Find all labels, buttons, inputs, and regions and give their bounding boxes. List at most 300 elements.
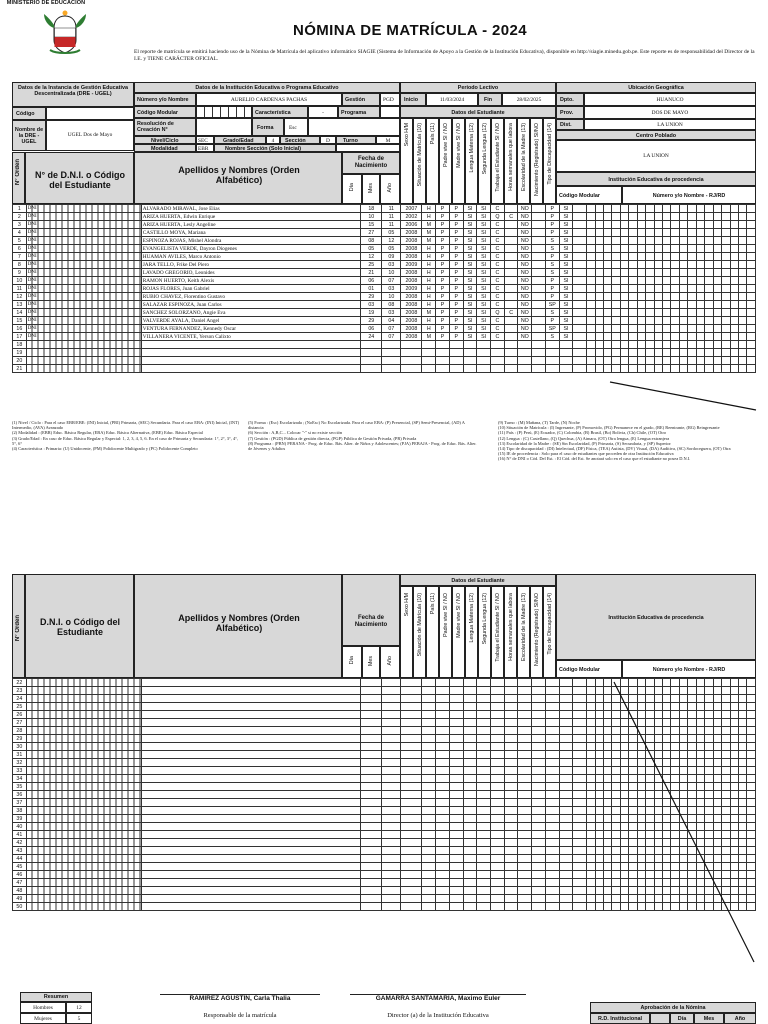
student-em bbox=[545, 365, 559, 373]
student-hr bbox=[532, 839, 546, 847]
student-sex bbox=[422, 815, 436, 823]
student-sl bbox=[504, 735, 518, 743]
institution-header-box bbox=[134, 82, 400, 93]
birth-d bbox=[361, 887, 382, 895]
student-sit bbox=[436, 807, 450, 815]
birth-d bbox=[361, 791, 382, 799]
row-number: 22 bbox=[13, 679, 27, 687]
instance-header-box bbox=[12, 82, 134, 107]
column-header-label: País (11) bbox=[430, 593, 436, 615]
student-sex bbox=[422, 357, 436, 365]
procedencia-cell bbox=[747, 301, 756, 309]
fecha-header-label-p2: Fecha de Nacimiento bbox=[354, 615, 388, 628]
student-hr bbox=[532, 703, 546, 711]
student-disc bbox=[573, 855, 587, 863]
procedencia-cell bbox=[587, 695, 595, 703]
procedencia-cell bbox=[696, 325, 704, 333]
procedencia-cell bbox=[747, 357, 756, 365]
procedencia-cell bbox=[705, 357, 713, 365]
seccion-label: Sección bbox=[285, 138, 306, 144]
student-disc bbox=[573, 815, 587, 823]
student-sl bbox=[504, 719, 518, 727]
procedencia-cell bbox=[587, 293, 595, 301]
student-sit bbox=[436, 847, 450, 855]
student-mv bbox=[477, 695, 491, 703]
procedencia-cell bbox=[705, 237, 713, 245]
procedencia-cell bbox=[738, 245, 746, 253]
student-tr bbox=[518, 799, 532, 807]
procedencia-cell bbox=[587, 269, 595, 277]
procedencia-cell bbox=[646, 349, 654, 357]
procedencia-cell bbox=[713, 325, 721, 333]
birth-d: 10 bbox=[361, 213, 382, 221]
procedencia-cell bbox=[637, 229, 645, 237]
procedencia-cell bbox=[587, 325, 595, 333]
student-disc bbox=[573, 341, 587, 349]
aprobacion-dia-label: Día bbox=[677, 1016, 687, 1022]
birth-d bbox=[361, 839, 382, 847]
birth-d bbox=[361, 719, 382, 727]
student-sl bbox=[504, 269, 518, 277]
student-pais: P bbox=[449, 213, 463, 221]
procedencia-cell bbox=[587, 727, 595, 735]
student-reg: SI bbox=[559, 293, 573, 301]
signature-right-role: Director (a) de la Institución Educativa bbox=[387, 1012, 489, 1019]
procedencia-cell bbox=[587, 815, 595, 823]
procedencia-cell bbox=[646, 221, 654, 229]
orden-header bbox=[12, 152, 25, 204]
mes-header-p2 bbox=[362, 646, 380, 678]
resolucion-label: Resolución de Creación N° bbox=[137, 121, 174, 133]
birth-d bbox=[361, 871, 382, 879]
procedencia-cell bbox=[603, 317, 611, 325]
student-sit bbox=[436, 711, 450, 719]
student-disc bbox=[573, 823, 587, 831]
procedencia-cell bbox=[587, 333, 595, 341]
row-number: 33 bbox=[13, 767, 27, 775]
student-disc bbox=[573, 261, 587, 269]
student-reg bbox=[559, 887, 573, 895]
student-hr bbox=[532, 847, 546, 855]
birth-y bbox=[401, 727, 422, 735]
procedencia-cell bbox=[603, 245, 611, 253]
student-disc bbox=[573, 783, 587, 791]
birth-m: 11 bbox=[382, 205, 401, 213]
procedencia-cell bbox=[696, 341, 704, 349]
student-tr: NO bbox=[518, 253, 532, 261]
procedencia-cell bbox=[620, 301, 628, 309]
procedencia-cell bbox=[595, 333, 603, 341]
resumen-mujeres-label-box bbox=[20, 1013, 66, 1024]
anio-header-p2 bbox=[380, 646, 400, 678]
procedencia-cell bbox=[595, 783, 603, 791]
row-number: 23 bbox=[13, 687, 27, 695]
procedencia-cell bbox=[629, 341, 637, 349]
column-header-4 bbox=[439, 586, 452, 678]
procedencia-cell bbox=[587, 301, 595, 309]
nivel-label-box bbox=[134, 136, 196, 144]
centro-field bbox=[556, 140, 756, 172]
procedencia-cell bbox=[612, 317, 620, 325]
student-name bbox=[141, 751, 361, 759]
birth-y bbox=[401, 735, 422, 743]
procedencia-cell bbox=[671, 205, 679, 213]
student-pv: SI bbox=[463, 333, 477, 341]
birth-d bbox=[361, 847, 382, 855]
procedencia-cell bbox=[688, 357, 696, 365]
student-sl bbox=[504, 895, 518, 903]
ministry-logo bbox=[36, 6, 94, 58]
procedencia-cell bbox=[595, 815, 603, 823]
student-sl bbox=[504, 245, 518, 253]
centro-label: Centro Poblado bbox=[635, 133, 677, 139]
student-reg: SI bbox=[559, 301, 573, 309]
birth-d bbox=[361, 357, 382, 365]
resolucion-field bbox=[196, 118, 252, 136]
student-sl bbox=[504, 703, 518, 711]
column-header-2 bbox=[413, 586, 426, 678]
procedencia-cell bbox=[722, 365, 730, 373]
procedencia-cell bbox=[612, 269, 620, 277]
note: (1) Nivel / Ciclo : Para el caso EBR/EBE: (INI) Inicial, (PRI) Primaria, (SEC) Secundaria. Para el caso EBA: (INI) Inicial, (INT) Intermedio, (AVA) Avanzado bbox=[12, 420, 240, 431]
student-name bbox=[141, 903, 361, 911]
dni-cell bbox=[26, 791, 141, 799]
student-mv bbox=[477, 879, 491, 887]
procedencia-cell bbox=[663, 261, 671, 269]
note: (14) Tipo de discapacidad : (DI) Intelectual, (DF) Física, (TEA) Autista, (DV) Visual, (DA) Auditiva, (SC) Sordoceguera, (OT) Otra bbox=[498, 446, 731, 452]
student-em: P bbox=[545, 253, 559, 261]
student-pv: SI bbox=[463, 309, 477, 317]
student-tr: NO bbox=[518, 293, 532, 301]
birth-y bbox=[401, 871, 422, 879]
procedencia-cell bbox=[620, 261, 628, 269]
student-reg bbox=[559, 895, 573, 903]
student-hr bbox=[532, 879, 546, 887]
row-number: 41 bbox=[13, 831, 27, 839]
procedencia-cell bbox=[738, 269, 746, 277]
procedencia-cell bbox=[587, 261, 595, 269]
birth-m bbox=[382, 695, 401, 703]
student-hr bbox=[532, 277, 546, 285]
student-hr bbox=[532, 815, 546, 823]
student-sl bbox=[504, 815, 518, 823]
dni-cell: DNI bbox=[26, 293, 141, 301]
student-reg bbox=[559, 679, 573, 687]
birth-y: 2007 bbox=[401, 205, 422, 213]
procedencia-cell bbox=[671, 229, 679, 237]
procedencia-cell bbox=[679, 261, 687, 269]
student-sl bbox=[504, 783, 518, 791]
student-em bbox=[545, 799, 559, 807]
turno-field bbox=[376, 136, 400, 144]
procedencia-cell bbox=[722, 357, 730, 365]
birth-y bbox=[401, 711, 422, 719]
student-em: P bbox=[545, 205, 559, 213]
row-number: 37 bbox=[13, 799, 27, 807]
procedencia-cell bbox=[663, 205, 671, 213]
student-reg: SI bbox=[559, 253, 573, 261]
student-hr bbox=[532, 341, 546, 349]
procedencia-cell bbox=[603, 333, 611, 341]
student-disc bbox=[573, 871, 587, 879]
student-reg bbox=[559, 823, 573, 831]
student-name: SANCHEZ SOLORZANO, Angie Eva bbox=[141, 309, 361, 317]
student-pv bbox=[463, 839, 477, 847]
dni-cell bbox=[26, 847, 141, 855]
fecha-header bbox=[342, 152, 400, 174]
student-name bbox=[141, 759, 361, 767]
student-pais: P bbox=[449, 261, 463, 269]
student-pv: SI bbox=[463, 293, 477, 301]
student-sl bbox=[504, 285, 518, 293]
birth-y bbox=[401, 807, 422, 815]
student-sl bbox=[504, 229, 518, 237]
student-mv bbox=[477, 687, 491, 695]
student-pv bbox=[463, 799, 477, 807]
birth-y bbox=[401, 895, 422, 903]
procedencia-cell bbox=[654, 261, 662, 269]
student-mv bbox=[477, 855, 491, 863]
dni-cell bbox=[26, 767, 141, 775]
student-mv: SI bbox=[477, 269, 491, 277]
birth-d: 06 bbox=[361, 277, 382, 285]
procedencia-cell bbox=[705, 213, 713, 221]
student-pv: SI bbox=[463, 317, 477, 325]
procedencia-cell bbox=[705, 293, 713, 301]
student-pais bbox=[449, 735, 463, 743]
student-pais bbox=[449, 751, 463, 759]
student-reg bbox=[559, 743, 573, 751]
procedencia-cell bbox=[688, 317, 696, 325]
procedencia-cell bbox=[730, 229, 738, 237]
student-pais: P bbox=[449, 221, 463, 229]
student-sex: H bbox=[422, 317, 436, 325]
procedencia-cell bbox=[654, 245, 662, 253]
procedencia-cell bbox=[587, 237, 595, 245]
row-number: 34 bbox=[13, 775, 27, 783]
birth-m bbox=[382, 815, 401, 823]
student-reg: SI bbox=[559, 309, 573, 317]
procedencia-cell bbox=[713, 357, 721, 365]
birth-m: 08 bbox=[382, 301, 401, 309]
note: (5) Forma : (Esc) Escolarizada ; (NoEsc) No Escolarizada. Para el caso EBA: (P) Presencial, (SP) Semi-Presencial, (AD) A distancia bbox=[248, 420, 465, 431]
procedencia-cell bbox=[679, 245, 687, 253]
student-mv bbox=[477, 767, 491, 775]
student-pv bbox=[463, 879, 477, 887]
procedencia-cell bbox=[612, 277, 620, 285]
procedencia-cell bbox=[730, 365, 738, 373]
student-hr bbox=[532, 855, 546, 863]
aprobacion-blank-box bbox=[650, 1013, 670, 1024]
student-sex: H bbox=[422, 269, 436, 277]
student-pais bbox=[449, 815, 463, 823]
student-pais bbox=[449, 349, 463, 357]
row-number: 26 bbox=[13, 711, 27, 719]
birth-y: 2008 bbox=[401, 245, 422, 253]
dni-cell: DNI bbox=[26, 277, 141, 285]
student-hr bbox=[532, 743, 546, 751]
column-header-label: Madre vive SI / NO bbox=[456, 123, 462, 168]
student-sl bbox=[504, 839, 518, 847]
procedencia-cell bbox=[696, 205, 704, 213]
student-tr: NO bbox=[518, 261, 532, 269]
birth-y bbox=[401, 703, 422, 711]
procedencia-cell bbox=[612, 365, 620, 373]
student-pais bbox=[449, 855, 463, 863]
student-disc bbox=[573, 253, 587, 261]
procedencia-cell bbox=[637, 253, 645, 261]
student-mv bbox=[477, 887, 491, 895]
centro-value: LA UNION bbox=[643, 153, 669, 159]
student-sit: P bbox=[436, 229, 450, 237]
student-reg bbox=[559, 727, 573, 735]
student-pv bbox=[463, 357, 477, 365]
student-disc bbox=[573, 863, 587, 871]
procedencia-cell bbox=[637, 341, 645, 349]
procedencia-cell bbox=[730, 269, 738, 277]
student-pv bbox=[463, 687, 477, 695]
procedencia-cell bbox=[620, 221, 628, 229]
birth-d bbox=[361, 711, 382, 719]
procedencia-cell bbox=[654, 341, 662, 349]
student-reg bbox=[559, 751, 573, 759]
procedencia-cell bbox=[705, 229, 713, 237]
birth-y: 2009 bbox=[401, 261, 422, 269]
procedencia-cell bbox=[738, 205, 746, 213]
student-name bbox=[141, 807, 361, 815]
procedencia-cell bbox=[705, 277, 713, 285]
student-tr bbox=[518, 871, 532, 879]
procedencia-cell bbox=[595, 245, 603, 253]
student-sit bbox=[436, 743, 450, 751]
student-lm: C bbox=[491, 269, 505, 277]
student-name bbox=[141, 871, 361, 879]
procedencia-cell bbox=[587, 871, 595, 879]
procedencia-cell bbox=[663, 293, 671, 301]
student-mv bbox=[477, 703, 491, 711]
student-pv: SI bbox=[463, 301, 477, 309]
student-sex: H bbox=[422, 253, 436, 261]
procedencia-cell bbox=[738, 285, 746, 293]
procedencia-cell bbox=[587, 245, 595, 253]
birth-m: 03 bbox=[382, 309, 401, 317]
procedencia-cell bbox=[705, 269, 713, 277]
student-em: P bbox=[545, 285, 559, 293]
student-name bbox=[141, 357, 361, 365]
dni-cell: DNI bbox=[26, 301, 141, 309]
student-sex bbox=[422, 799, 436, 807]
student-sex: M bbox=[422, 229, 436, 237]
student-pais bbox=[449, 719, 463, 727]
resumen-hombres-label: Hombres bbox=[33, 1005, 53, 1011]
dni-cell bbox=[26, 341, 141, 349]
procedencia-cell bbox=[587, 807, 595, 815]
birth-y bbox=[401, 349, 422, 357]
student-sit: P bbox=[436, 309, 450, 317]
student-hr bbox=[532, 719, 546, 727]
student-sit: P bbox=[436, 325, 450, 333]
birth-m bbox=[382, 703, 401, 711]
procedencia-cell bbox=[629, 365, 637, 373]
procedencia-cell bbox=[730, 213, 738, 221]
dist-field bbox=[584, 119, 756, 130]
student-pais bbox=[449, 831, 463, 839]
procedencia-cell bbox=[612, 229, 620, 237]
student-sex: H bbox=[422, 205, 436, 213]
procedencia-cell bbox=[713, 317, 721, 325]
procedencia-cell bbox=[663, 317, 671, 325]
procedencia-cell bbox=[646, 269, 654, 277]
birth-m bbox=[382, 887, 401, 895]
row-number: 30 bbox=[13, 743, 27, 751]
procedencia-cell bbox=[595, 687, 603, 695]
student-em bbox=[545, 847, 559, 855]
procedencia-cell bbox=[646, 293, 654, 301]
procedencia-cell bbox=[587, 775, 595, 783]
row-number: 46 bbox=[13, 871, 27, 879]
procedencia-cell bbox=[679, 333, 687, 341]
row-number: 32 bbox=[13, 759, 27, 767]
procedencia-cell bbox=[620, 309, 628, 317]
student-lm: C bbox=[491, 325, 505, 333]
procedencia-cell bbox=[688, 285, 696, 293]
student-pv: SI bbox=[463, 221, 477, 229]
procedencia-cell bbox=[629, 285, 637, 293]
table-row bbox=[13, 293, 756, 301]
procedencia-cell bbox=[671, 245, 679, 253]
table-row bbox=[13, 269, 756, 277]
student-disc bbox=[573, 277, 587, 285]
student-reg: SI bbox=[559, 237, 573, 245]
student-table-page1 bbox=[12, 204, 756, 373]
student-lm bbox=[491, 903, 505, 911]
procedencia-cell bbox=[595, 855, 603, 863]
procedencia-cell bbox=[595, 887, 603, 895]
birth-y: 2006 bbox=[401, 221, 422, 229]
student-mv: SI bbox=[477, 293, 491, 301]
note: (2) Modalidad : (EBR) Educ. Básica Regular, (EBA) Educ. Básica Alternativa, (EBE) Educ. Básica Especial bbox=[12, 430, 203, 436]
student-lm: C bbox=[491, 261, 505, 269]
student-sl bbox=[504, 357, 518, 365]
dni-cell: DNI bbox=[26, 237, 141, 245]
student-sit: P bbox=[436, 301, 450, 309]
student-tr bbox=[518, 743, 532, 751]
procedencia-cell bbox=[722, 325, 730, 333]
student-pais: P bbox=[449, 301, 463, 309]
student-tr: NO bbox=[518, 317, 532, 325]
procedencia-cell bbox=[587, 317, 595, 325]
procedencia-cell bbox=[629, 213, 637, 221]
dni-cell: DNI bbox=[26, 325, 141, 333]
student-em bbox=[545, 863, 559, 871]
procedencia-cell bbox=[671, 277, 679, 285]
student-em bbox=[545, 735, 559, 743]
turno-value: M bbox=[385, 138, 391, 144]
student-hr bbox=[532, 735, 546, 743]
procedencia-cell bbox=[671, 293, 679, 301]
procedencia-cell bbox=[654, 221, 662, 229]
procedencia-codigo-header-p2 bbox=[556, 660, 622, 678]
student-name bbox=[141, 743, 361, 751]
birth-y bbox=[401, 847, 422, 855]
student-tr bbox=[518, 759, 532, 767]
student-sex bbox=[422, 879, 436, 887]
resolucion-label-box bbox=[134, 118, 196, 136]
student-name bbox=[141, 365, 361, 373]
procedencia-cell bbox=[612, 301, 620, 309]
student-pais bbox=[449, 903, 463, 911]
procedencia-cell bbox=[646, 205, 654, 213]
